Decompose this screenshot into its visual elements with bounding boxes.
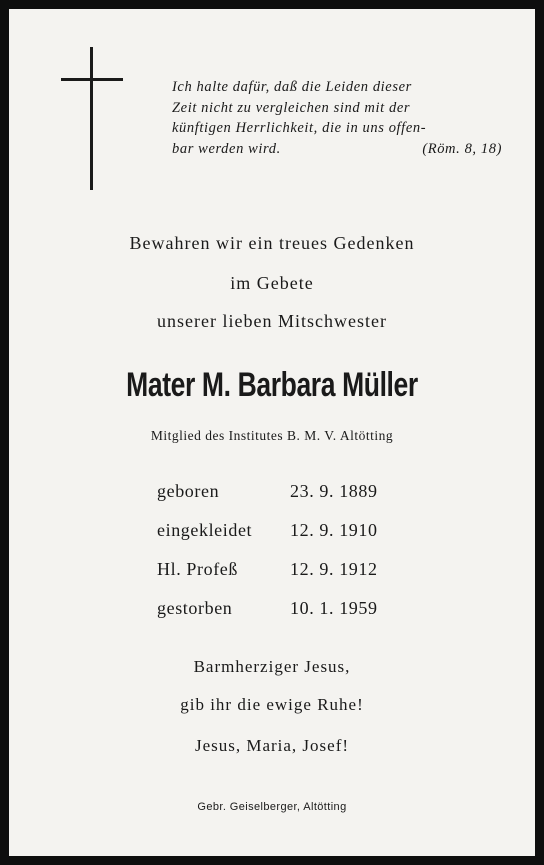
date-value: 12. 9. 1910: [290, 520, 378, 540]
verse-line: bar werden wird.: [172, 140, 281, 157]
verse-line: Zeit nicht zu vergleichen sind mit der: [172, 99, 411, 116]
date-label: eingekleidet: [157, 520, 253, 540]
prayer-line-1: Barmherziger Jesus,: [193, 657, 351, 676]
verse-reference: (Röm. 8, 18): [422, 140, 502, 157]
bible-verse: [172, 77, 502, 159]
life-dates: [157, 481, 417, 637]
deceased-name: Mater M. Barbara Müller: [126, 366, 418, 404]
cross-vertical-bar: [90, 47, 93, 190]
date-label: geboren: [157, 481, 220, 501]
prayer-line-3: Jesus, Maria, Josef!: [194, 736, 350, 755]
prayer-line-2: gib ihr die ewige Ruhe!: [180, 695, 364, 714]
date-row-born: [157, 481, 417, 520]
date-value: 10. 1. 1959: [290, 598, 378, 618]
printer-credit: Gebr. Geiselberger, Altötting: [197, 801, 347, 813]
verse-line: künftigen Herrlichkeit, die in uns offen-: [172, 120, 427, 136]
date-label: gestorben: [157, 598, 233, 618]
date-label: Hl. Profeß: [157, 559, 238, 579]
date-value: 12. 9. 1912: [290, 559, 378, 579]
date-row-profession: [157, 559, 417, 598]
memorial-card: [9, 9, 535, 856]
date-value: 23. 9. 1889: [290, 481, 378, 501]
date-row-clothed: [157, 520, 417, 559]
intro-line-2: im Gebete: [230, 273, 314, 293]
intro-line-1: Bewahren wir ein treues Gedenken: [129, 233, 415, 253]
date-row-died: [157, 598, 417, 637]
cross-horizontal-bar: [61, 78, 123, 81]
verse-line: Ich halte dafür, daß die Leiden dieser: [172, 79, 412, 95]
intro-line-3: unserer lieben Mitschwester: [157, 311, 387, 331]
verse-last-line: [172, 139, 502, 160]
membership-line: Mitglied des Institutes B. M. V. Altötting: [150, 428, 394, 443]
